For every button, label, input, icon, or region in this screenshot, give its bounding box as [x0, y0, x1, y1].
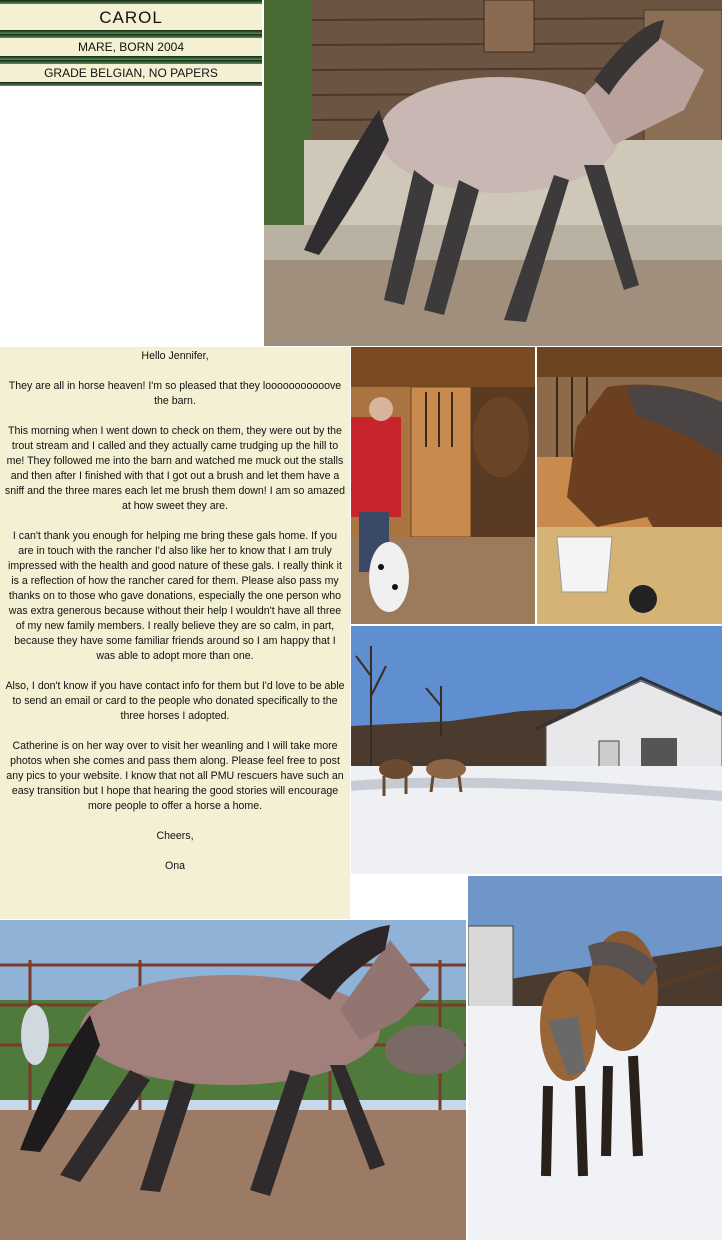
horse-born: MARE, BORN 2004 [77, 40, 185, 54]
letter-text-block [0, 347, 350, 919]
photo-horses-snow-barn [351, 626, 722, 874]
photo-woman-dog-stall [351, 347, 535, 624]
photo-horse-eating-bucket [537, 347, 722, 624]
letter-paragraph-1: They are all in horse heaven! I'm so pleased that they looooooooooove the barn. [8, 380, 342, 407]
horse-breed-banner [0, 60, 262, 86]
horse-name: CAROL [99, 8, 163, 27]
horse-born-banner [0, 34, 262, 60]
letter-closing: Cheers, [156, 830, 194, 842]
letter-paragraph-3: I can't thank you enough for helping me bring these gals home. If you are in touch with the rancher I'd also like her to know that I am truly impressed with the health and good nature of these gals. I really think it is a reflection of how the rancher cared for them. Please also pass my thanks on to those who gave donations, especially the one person who was extra generous because without their help I wouldn't have all three of my new family members. I really believe they are so calm, in part, because they have some familiar friends around so I am happy that I was able to adopt more than one. [8, 530, 342, 662]
letter-paragraph-4: Also, I don't know if you have contact info for them but I'd love to be able to send an email or card to the people who donated specifically to the three horses I adopted. [5, 680, 345, 722]
horse-name-banner [0, 0, 262, 34]
photo-horse-standing-snow [468, 876, 722, 1240]
letter-paragraph-5: Catherine is on her way over to visit her weanling and I will take more photos when she comes and pass them along. Please feel free to post any pics to your website. I know that not all PMU rescuers have such an easy transition but I hope that hearing the good stories will encourage more people to offer a horse a home. [6, 740, 344, 812]
photo-horse-running-corral [0, 920, 466, 1240]
photo-horse-trotting-barn [264, 0, 722, 346]
letter-signature: Ona [164, 860, 186, 872]
horse-breed: GRADE BELGIAN, NO PAPERS [44, 66, 218, 80]
letter-greeting: Hello Jennifer, [141, 350, 209, 362]
letter-paragraph-2: This morning when I went down to check on them, they were out by the trout stream and I called and they actually came trudging up the hill to me! They followed me into the barn and watched me muck out the stalls and then after I finished with that I got out a brush and let them have a sniff and the three mares each let me brush them down! I am so amazed at how sweet they are. [4, 425, 346, 512]
